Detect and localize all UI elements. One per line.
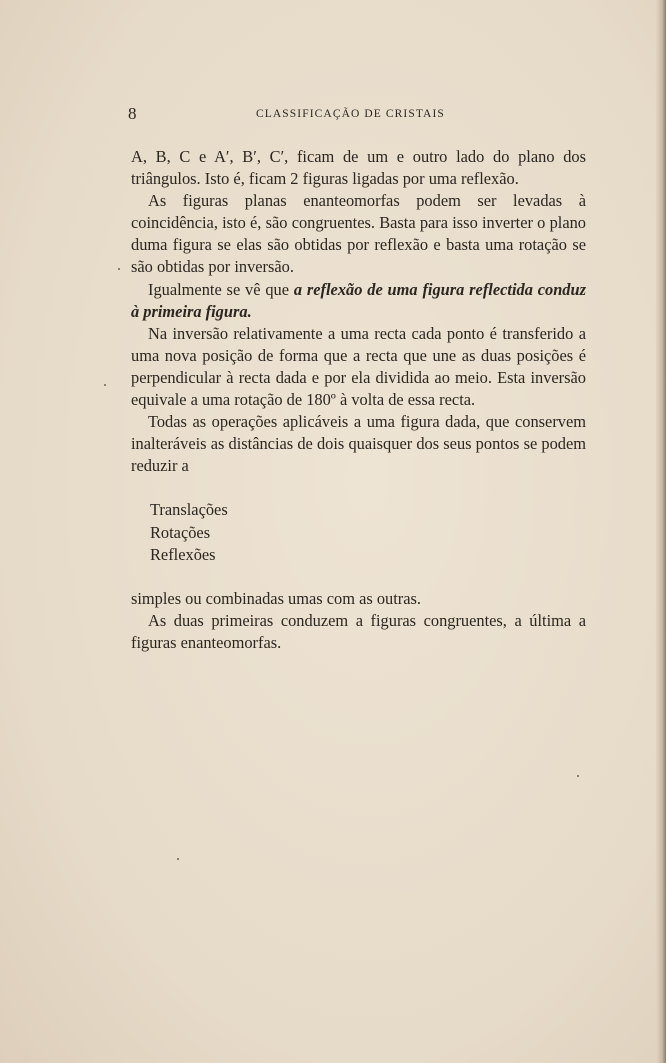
running-title: CLASSIFICAÇÃO DE CRISTAIS: [256, 108, 445, 120]
list-item: Translações: [150, 500, 228, 520]
paper-speck: [577, 775, 579, 777]
paragraph-5: Todas as operações aplicáveis a uma figura dada, que conservem inalteráveis as distâncias de dois quaisquer dos seus pontos se podem reduzir a: [131, 412, 586, 476]
paragraph-7: As duas primeiras conduzem a figuras congruentes, a última a figuras enanteomorfas.: [131, 610, 586, 652]
page-edge: [656, 0, 666, 1063]
paragraph-2: As figuras planas enanteomorfas podem ser levadas à coincidência, isto é, são congruentes. Basta para isso inverter o plano duma figura se elas são obtidas por reflexão e basta uma rotação se são obtidas por inversão.: [131, 191, 586, 277]
list-item: Rotações: [150, 522, 211, 542]
paragraph-6: simples ou combinadas umas com as outras.: [131, 588, 421, 608]
page-number: 8: [128, 104, 137, 123]
paragraph-1: A, B, C e A′, B′, C′, ficam de um e outro lado do plano dos triângulos. Isto é, ficam 2 figuras ligadas por uma reflexão.: [131, 147, 586, 189]
operations-list: [150, 499, 586, 565]
paragraph-3-lead: Igualmente se vê que: [148, 279, 294, 299]
list-item: Reflexões: [150, 544, 216, 564]
paper-speck: [177, 858, 179, 860]
page-header: [128, 104, 528, 128]
body-text: [131, 146, 586, 654]
paragraph-4: Na inversão relativamente a uma recta cada ponto é transferido a uma nova posição de forma que a recta que une as duas posições é perpendicular à recta dada e por ela dividida ao meio. Esta inversão equivale a uma rotação de 180º à volta de essa recta.: [131, 323, 586, 410]
paper-speck: [118, 268, 120, 270]
paragraph-3: [131, 279, 586, 323]
paragraph-3-italic: a reflexão de uma figura reflectida conduz à primeira figura.: [131, 279, 586, 321]
paper-speck: [104, 384, 106, 386]
